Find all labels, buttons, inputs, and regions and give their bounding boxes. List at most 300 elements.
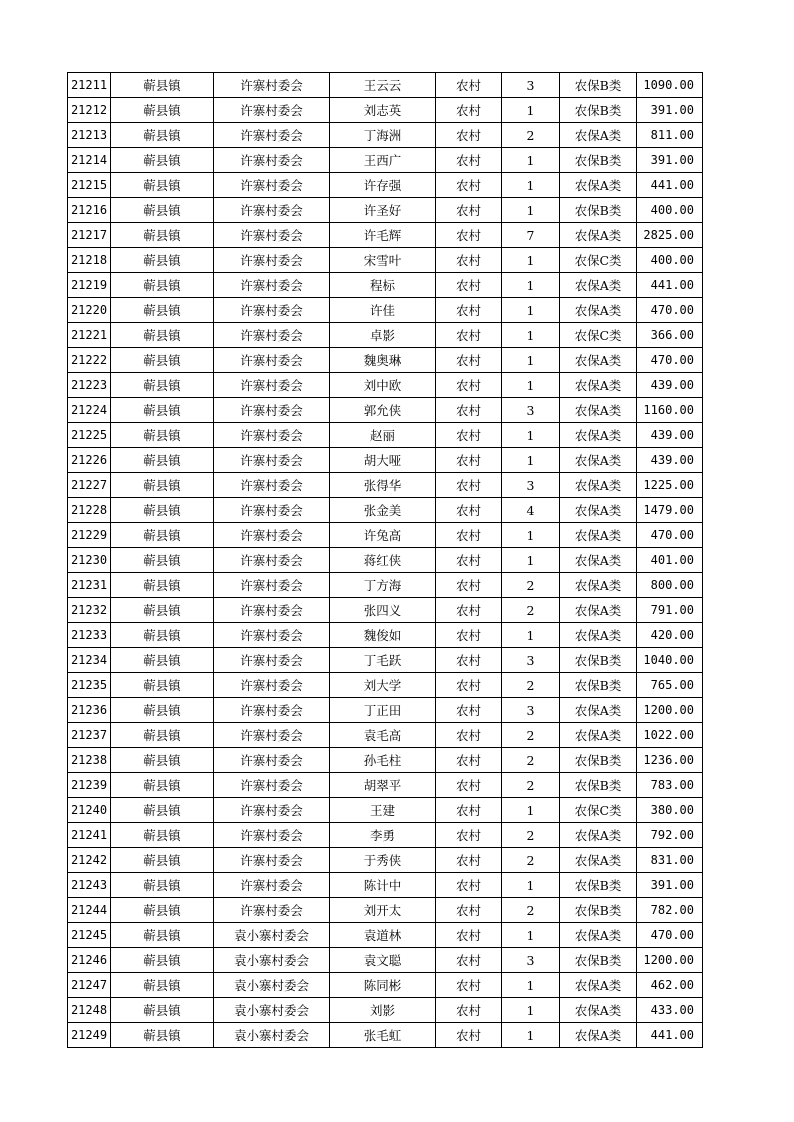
household-size-cell: 1 bbox=[502, 148, 560, 173]
town-cell: 蕲县镇 bbox=[111, 198, 214, 223]
area-type-cell: 农村 bbox=[436, 298, 502, 323]
record-id-cell: 21246 bbox=[68, 948, 111, 973]
amount-cell: 2825.00 bbox=[637, 223, 703, 248]
record-id-cell: 21231 bbox=[68, 573, 111, 598]
village-committee-cell: 许寨村委会 bbox=[214, 473, 330, 498]
household-size-cell: 1 bbox=[502, 623, 560, 648]
area-type-cell: 农村 bbox=[436, 973, 502, 998]
record-id-cell: 21243 bbox=[68, 873, 111, 898]
area-type-cell: 农村 bbox=[436, 673, 502, 698]
town-cell: 蕲县镇 bbox=[111, 398, 214, 423]
household-size-cell: 1 bbox=[502, 523, 560, 548]
household-size-cell: 1 bbox=[502, 998, 560, 1023]
area-type-cell: 农村 bbox=[436, 148, 502, 173]
record-id-cell: 21226 bbox=[68, 448, 111, 473]
record-id-cell: 21232 bbox=[68, 598, 111, 623]
insurance-class-cell: 农保B类 bbox=[560, 748, 637, 773]
amount-cell: 400.00 bbox=[637, 248, 703, 273]
village-committee-cell: 袁小寨村委会 bbox=[214, 1023, 330, 1048]
amount-cell: 783.00 bbox=[637, 773, 703, 798]
town-cell: 蕲县镇 bbox=[111, 423, 214, 448]
name-cell: 魏俊如 bbox=[330, 623, 436, 648]
table-row bbox=[68, 773, 703, 798]
table-row bbox=[68, 673, 703, 698]
household-size-cell: 1 bbox=[502, 923, 560, 948]
village-committee-cell: 许寨村委会 bbox=[214, 223, 330, 248]
town-cell: 蕲县镇 bbox=[111, 173, 214, 198]
record-id-cell: 21216 bbox=[68, 198, 111, 223]
household-size-cell: 2 bbox=[502, 773, 560, 798]
insurance-class-cell: 农保B类 bbox=[560, 948, 637, 973]
table-row bbox=[68, 298, 703, 323]
household-size-cell: 2 bbox=[502, 598, 560, 623]
table-row bbox=[68, 798, 703, 823]
town-cell: 蕲县镇 bbox=[111, 323, 214, 348]
record-id-cell: 21237 bbox=[68, 723, 111, 748]
area-type-cell: 农村 bbox=[436, 548, 502, 573]
area-type-cell: 农村 bbox=[436, 898, 502, 923]
name-cell: 王云云 bbox=[330, 73, 436, 98]
village-committee-cell: 许寨村委会 bbox=[214, 748, 330, 773]
area-type-cell: 农村 bbox=[436, 323, 502, 348]
town-cell: 蕲县镇 bbox=[111, 248, 214, 273]
name-cell: 许兔高 bbox=[330, 523, 436, 548]
insurance-class-cell: 农保A类 bbox=[560, 348, 637, 373]
record-id-cell: 21236 bbox=[68, 698, 111, 723]
name-cell: 丁毛跃 bbox=[330, 648, 436, 673]
table-row bbox=[68, 198, 703, 223]
area-type-cell: 农村 bbox=[436, 1023, 502, 1048]
record-id-cell: 21233 bbox=[68, 623, 111, 648]
area-type-cell: 农村 bbox=[436, 198, 502, 223]
town-cell: 蕲县镇 bbox=[111, 998, 214, 1023]
village-committee-cell: 许寨村委会 bbox=[214, 598, 330, 623]
insurance-class-cell: 农保A类 bbox=[560, 273, 637, 298]
amount-cell: 1090.00 bbox=[637, 73, 703, 98]
insurance-class-cell: 农保C类 bbox=[560, 323, 637, 348]
village-committee-cell: 许寨村委会 bbox=[214, 698, 330, 723]
area-type-cell: 农村 bbox=[436, 348, 502, 373]
benefit-roster-table bbox=[67, 72, 703, 1048]
record-id-cell: 21213 bbox=[68, 123, 111, 148]
record-id-cell: 21228 bbox=[68, 498, 111, 523]
village-committee-cell: 袁小寨村委会 bbox=[214, 973, 330, 998]
record-id-cell: 21223 bbox=[68, 373, 111, 398]
record-id-cell: 21225 bbox=[68, 423, 111, 448]
household-size-cell: 3 bbox=[502, 948, 560, 973]
village-committee-cell: 袁小寨村委会 bbox=[214, 923, 330, 948]
town-cell: 蕲县镇 bbox=[111, 73, 214, 98]
record-id-cell: 21227 bbox=[68, 473, 111, 498]
household-size-cell: 1 bbox=[502, 548, 560, 573]
name-cell: 陈同彬 bbox=[330, 973, 436, 998]
town-cell: 蕲县镇 bbox=[111, 598, 214, 623]
name-cell: 刘影 bbox=[330, 998, 436, 1023]
village-committee-cell: 许寨村委会 bbox=[214, 523, 330, 548]
insurance-class-cell: 农保A类 bbox=[560, 173, 637, 198]
record-id-cell: 21214 bbox=[68, 148, 111, 173]
household-size-cell: 2 bbox=[502, 848, 560, 873]
amount-cell: 1236.00 bbox=[637, 748, 703, 773]
amount-cell: 366.00 bbox=[637, 323, 703, 348]
area-type-cell: 农村 bbox=[436, 98, 502, 123]
table-row bbox=[68, 173, 703, 198]
name-cell: 许毛辉 bbox=[330, 223, 436, 248]
insurance-class-cell: 农保A类 bbox=[560, 623, 637, 648]
amount-cell: 391.00 bbox=[637, 98, 703, 123]
town-cell: 蕲县镇 bbox=[111, 473, 214, 498]
town-cell: 蕲县镇 bbox=[111, 873, 214, 898]
amount-cell: 470.00 bbox=[637, 348, 703, 373]
area-type-cell: 农村 bbox=[436, 773, 502, 798]
table-row bbox=[68, 748, 703, 773]
area-type-cell: 农村 bbox=[436, 173, 502, 198]
household-size-cell: 3 bbox=[502, 73, 560, 98]
area-type-cell: 农村 bbox=[436, 498, 502, 523]
amount-cell: 470.00 bbox=[637, 923, 703, 948]
household-size-cell: 3 bbox=[502, 648, 560, 673]
name-cell: 蒋红侠 bbox=[330, 548, 436, 573]
area-type-cell: 农村 bbox=[436, 523, 502, 548]
table-row bbox=[68, 498, 703, 523]
name-cell: 胡大哑 bbox=[330, 448, 436, 473]
village-committee-cell: 许寨村委会 bbox=[214, 248, 330, 273]
record-id-cell: 21229 bbox=[68, 523, 111, 548]
table-row bbox=[68, 248, 703, 273]
amount-cell: 441.00 bbox=[637, 273, 703, 298]
household-size-cell: 1 bbox=[502, 798, 560, 823]
town-cell: 蕲县镇 bbox=[111, 98, 214, 123]
town-cell: 蕲县镇 bbox=[111, 773, 214, 798]
area-type-cell: 农村 bbox=[436, 823, 502, 848]
area-type-cell: 农村 bbox=[436, 848, 502, 873]
name-cell: 刘中欧 bbox=[330, 373, 436, 398]
village-committee-cell: 许寨村委会 bbox=[214, 273, 330, 298]
village-committee-cell: 许寨村委会 bbox=[214, 573, 330, 598]
table-row bbox=[68, 723, 703, 748]
area-type-cell: 农村 bbox=[436, 123, 502, 148]
amount-cell: 1022.00 bbox=[637, 723, 703, 748]
village-committee-cell: 许寨村委会 bbox=[214, 323, 330, 348]
household-size-cell: 1 bbox=[502, 173, 560, 198]
amount-cell: 1225.00 bbox=[637, 473, 703, 498]
amount-cell: 462.00 bbox=[637, 973, 703, 998]
household-size-cell: 2 bbox=[502, 748, 560, 773]
name-cell: 王西广 bbox=[330, 148, 436, 173]
village-committee-cell: 许寨村委会 bbox=[214, 398, 330, 423]
record-id-cell: 21222 bbox=[68, 348, 111, 373]
village-committee-cell: 许寨村委会 bbox=[214, 123, 330, 148]
area-type-cell: 农村 bbox=[436, 473, 502, 498]
area-type-cell: 农村 bbox=[436, 223, 502, 248]
household-size-cell: 1 bbox=[502, 198, 560, 223]
insurance-class-cell: 农保A类 bbox=[560, 598, 637, 623]
insurance-class-cell: 农保B类 bbox=[560, 73, 637, 98]
town-cell: 蕲县镇 bbox=[111, 698, 214, 723]
town-cell: 蕲县镇 bbox=[111, 798, 214, 823]
household-size-cell: 1 bbox=[502, 448, 560, 473]
amount-cell: 391.00 bbox=[637, 873, 703, 898]
household-size-cell: 1 bbox=[502, 248, 560, 273]
town-cell: 蕲县镇 bbox=[111, 723, 214, 748]
record-id-cell: 21248 bbox=[68, 998, 111, 1023]
name-cell: 郭允侠 bbox=[330, 398, 436, 423]
table-row bbox=[68, 423, 703, 448]
record-id-cell: 21230 bbox=[68, 548, 111, 573]
amount-cell: 470.00 bbox=[637, 523, 703, 548]
amount-cell: 391.00 bbox=[637, 148, 703, 173]
table-row bbox=[68, 273, 703, 298]
name-cell: 胡翠平 bbox=[330, 773, 436, 798]
town-cell: 蕲县镇 bbox=[111, 898, 214, 923]
name-cell: 陈计中 bbox=[330, 873, 436, 898]
village-committee-cell: 许寨村委会 bbox=[214, 198, 330, 223]
village-committee-cell: 许寨村委会 bbox=[214, 623, 330, 648]
area-type-cell: 农村 bbox=[436, 423, 502, 448]
household-size-cell: 2 bbox=[502, 123, 560, 148]
town-cell: 蕲县镇 bbox=[111, 448, 214, 473]
area-type-cell: 农村 bbox=[436, 648, 502, 673]
record-id-cell: 21224 bbox=[68, 398, 111, 423]
village-committee-cell: 许寨村委会 bbox=[214, 873, 330, 898]
household-size-cell: 1 bbox=[502, 1023, 560, 1048]
insurance-class-cell: 农保A类 bbox=[560, 823, 637, 848]
name-cell: 于秀侠 bbox=[330, 848, 436, 873]
amount-cell: 1479.00 bbox=[637, 498, 703, 523]
insurance-class-cell: 农保A类 bbox=[560, 973, 637, 998]
town-cell: 蕲县镇 bbox=[111, 648, 214, 673]
record-id-cell: 21245 bbox=[68, 923, 111, 948]
town-cell: 蕲县镇 bbox=[111, 498, 214, 523]
table-row bbox=[68, 923, 703, 948]
village-committee-cell: 许寨村委会 bbox=[214, 498, 330, 523]
insurance-class-cell: 农保A类 bbox=[560, 523, 637, 548]
amount-cell: 439.00 bbox=[637, 448, 703, 473]
area-type-cell: 农村 bbox=[436, 748, 502, 773]
village-committee-cell: 许寨村委会 bbox=[214, 673, 330, 698]
record-id-cell: 21215 bbox=[68, 173, 111, 198]
name-cell: 张得华 bbox=[330, 473, 436, 498]
area-type-cell: 农村 bbox=[436, 73, 502, 98]
table-row bbox=[68, 648, 703, 673]
amount-cell: 401.00 bbox=[637, 548, 703, 573]
table-row bbox=[68, 373, 703, 398]
name-cell: 许存强 bbox=[330, 173, 436, 198]
town-cell: 蕲县镇 bbox=[111, 298, 214, 323]
household-size-cell: 2 bbox=[502, 723, 560, 748]
village-committee-cell: 袁小寨村委会 bbox=[214, 948, 330, 973]
village-committee-cell: 许寨村委会 bbox=[214, 848, 330, 873]
table-row bbox=[68, 448, 703, 473]
name-cell: 王建 bbox=[330, 798, 436, 823]
record-id-cell: 21212 bbox=[68, 98, 111, 123]
record-id-cell: 21238 bbox=[68, 748, 111, 773]
record-id-cell: 21244 bbox=[68, 898, 111, 923]
town-cell: 蕲县镇 bbox=[111, 548, 214, 573]
insurance-class-cell: 农保A类 bbox=[560, 423, 637, 448]
name-cell: 许佳 bbox=[330, 298, 436, 323]
name-cell: 丁海洲 bbox=[330, 123, 436, 148]
name-cell: 魏奥琳 bbox=[330, 348, 436, 373]
name-cell: 刘开太 bbox=[330, 898, 436, 923]
household-size-cell: 2 bbox=[502, 573, 560, 598]
town-cell: 蕲县镇 bbox=[111, 123, 214, 148]
amount-cell: 791.00 bbox=[637, 598, 703, 623]
amount-cell: 811.00 bbox=[637, 123, 703, 148]
table-row bbox=[68, 473, 703, 498]
name-cell: 刘大学 bbox=[330, 673, 436, 698]
village-committee-cell: 许寨村委会 bbox=[214, 548, 330, 573]
town-cell: 蕲县镇 bbox=[111, 973, 214, 998]
record-id-cell: 21234 bbox=[68, 648, 111, 673]
insurance-class-cell: 农保C类 bbox=[560, 798, 637, 823]
village-committee-cell: 许寨村委会 bbox=[214, 898, 330, 923]
area-type-cell: 农村 bbox=[436, 273, 502, 298]
village-committee-cell: 许寨村委会 bbox=[214, 648, 330, 673]
town-cell: 蕲县镇 bbox=[111, 748, 214, 773]
insurance-class-cell: 农保A类 bbox=[560, 998, 637, 1023]
town-cell: 蕲县镇 bbox=[111, 373, 214, 398]
village-committee-cell: 许寨村委会 bbox=[214, 173, 330, 198]
insurance-class-cell: 农保A类 bbox=[560, 848, 637, 873]
record-id-cell: 21217 bbox=[68, 223, 111, 248]
table-row bbox=[68, 848, 703, 873]
amount-cell: 441.00 bbox=[637, 173, 703, 198]
village-committee-cell: 许寨村委会 bbox=[214, 373, 330, 398]
table-row bbox=[68, 223, 703, 248]
area-type-cell: 农村 bbox=[436, 948, 502, 973]
area-type-cell: 农村 bbox=[436, 573, 502, 598]
table-row bbox=[68, 523, 703, 548]
amount-cell: 1200.00 bbox=[637, 948, 703, 973]
town-cell: 蕲县镇 bbox=[111, 823, 214, 848]
household-size-cell: 3 bbox=[502, 398, 560, 423]
insurance-class-cell: 农保B类 bbox=[560, 873, 637, 898]
name-cell: 张四义 bbox=[330, 598, 436, 623]
name-cell: 宋雪叶 bbox=[330, 248, 436, 273]
area-type-cell: 农村 bbox=[436, 373, 502, 398]
table-row bbox=[68, 148, 703, 173]
household-size-cell: 1 bbox=[502, 973, 560, 998]
record-id-cell: 21239 bbox=[68, 773, 111, 798]
village-committee-cell: 许寨村委会 bbox=[214, 823, 330, 848]
amount-cell: 792.00 bbox=[637, 823, 703, 848]
insurance-class-cell: 农保B类 bbox=[560, 773, 637, 798]
town-cell: 蕲县镇 bbox=[111, 523, 214, 548]
table-row bbox=[68, 998, 703, 1023]
village-committee-cell: 许寨村委会 bbox=[214, 148, 330, 173]
name-cell: 张金美 bbox=[330, 498, 436, 523]
insurance-class-cell: 农保A类 bbox=[560, 573, 637, 598]
village-committee-cell: 许寨村委会 bbox=[214, 773, 330, 798]
insurance-class-cell: 农保B类 bbox=[560, 198, 637, 223]
town-cell: 蕲县镇 bbox=[111, 148, 214, 173]
insurance-class-cell: 农保A类 bbox=[560, 398, 637, 423]
insurance-class-cell: 农保A类 bbox=[560, 498, 637, 523]
insurance-class-cell: 农保B类 bbox=[560, 673, 637, 698]
insurance-class-cell: 农保A类 bbox=[560, 298, 637, 323]
insurance-class-cell: 农保A类 bbox=[560, 1023, 637, 1048]
record-id-cell: 21242 bbox=[68, 848, 111, 873]
town-cell: 蕲县镇 bbox=[111, 948, 214, 973]
household-size-cell: 1 bbox=[502, 873, 560, 898]
area-type-cell: 农村 bbox=[436, 623, 502, 648]
household-size-cell: 1 bbox=[502, 273, 560, 298]
table-row bbox=[68, 873, 703, 898]
household-size-cell: 7 bbox=[502, 223, 560, 248]
name-cell: 李勇 bbox=[330, 823, 436, 848]
amount-cell: 1040.00 bbox=[637, 648, 703, 673]
table-row bbox=[68, 1023, 703, 1048]
table-row bbox=[68, 398, 703, 423]
name-cell: 卓影 bbox=[330, 323, 436, 348]
amount-cell: 433.00 bbox=[637, 998, 703, 1023]
town-cell: 蕲县镇 bbox=[111, 673, 214, 698]
table-row bbox=[68, 948, 703, 973]
record-id-cell: 21247 bbox=[68, 973, 111, 998]
household-size-cell: 2 bbox=[502, 898, 560, 923]
table-row bbox=[68, 73, 703, 98]
insurance-class-cell: 农保B类 bbox=[560, 898, 637, 923]
area-type-cell: 农村 bbox=[436, 873, 502, 898]
record-id-cell: 21249 bbox=[68, 1023, 111, 1048]
amount-cell: 470.00 bbox=[637, 298, 703, 323]
table-row bbox=[68, 573, 703, 598]
record-id-cell: 21220 bbox=[68, 298, 111, 323]
name-cell: 袁道林 bbox=[330, 923, 436, 948]
village-committee-cell: 许寨村委会 bbox=[214, 798, 330, 823]
table-row bbox=[68, 623, 703, 648]
household-size-cell: 1 bbox=[502, 348, 560, 373]
amount-cell: 439.00 bbox=[637, 423, 703, 448]
village-committee-cell: 许寨村委会 bbox=[214, 723, 330, 748]
table-row bbox=[68, 98, 703, 123]
record-id-cell: 21221 bbox=[68, 323, 111, 348]
roster-body bbox=[68, 73, 703, 1048]
household-size-cell: 1 bbox=[502, 373, 560, 398]
table-row bbox=[68, 123, 703, 148]
name-cell: 丁方海 bbox=[330, 573, 436, 598]
household-size-cell: 1 bbox=[502, 423, 560, 448]
amount-cell: 800.00 bbox=[637, 573, 703, 598]
name-cell: 程标 bbox=[330, 273, 436, 298]
village-committee-cell: 袁小寨村委会 bbox=[214, 998, 330, 1023]
village-committee-cell: 许寨村委会 bbox=[214, 98, 330, 123]
town-cell: 蕲县镇 bbox=[111, 848, 214, 873]
insurance-class-cell: 农保A类 bbox=[560, 123, 637, 148]
town-cell: 蕲县镇 bbox=[111, 573, 214, 598]
insurance-class-cell: 农保A类 bbox=[560, 723, 637, 748]
village-committee-cell: 许寨村委会 bbox=[214, 298, 330, 323]
town-cell: 蕲县镇 bbox=[111, 348, 214, 373]
area-type-cell: 农村 bbox=[436, 598, 502, 623]
name-cell: 赵丽 bbox=[330, 423, 436, 448]
amount-cell: 1160.00 bbox=[637, 398, 703, 423]
record-id-cell: 21218 bbox=[68, 248, 111, 273]
household-size-cell: 1 bbox=[502, 298, 560, 323]
name-cell: 袁毛高 bbox=[330, 723, 436, 748]
record-id-cell: 21211 bbox=[68, 73, 111, 98]
table-row bbox=[68, 973, 703, 998]
record-id-cell: 21241 bbox=[68, 823, 111, 848]
record-id-cell: 21240 bbox=[68, 798, 111, 823]
table-row bbox=[68, 548, 703, 573]
table-row bbox=[68, 323, 703, 348]
insurance-class-cell: 农保A类 bbox=[560, 373, 637, 398]
insurance-class-cell: 农保B类 bbox=[560, 648, 637, 673]
amount-cell: 831.00 bbox=[637, 848, 703, 873]
household-size-cell: 1 bbox=[502, 98, 560, 123]
